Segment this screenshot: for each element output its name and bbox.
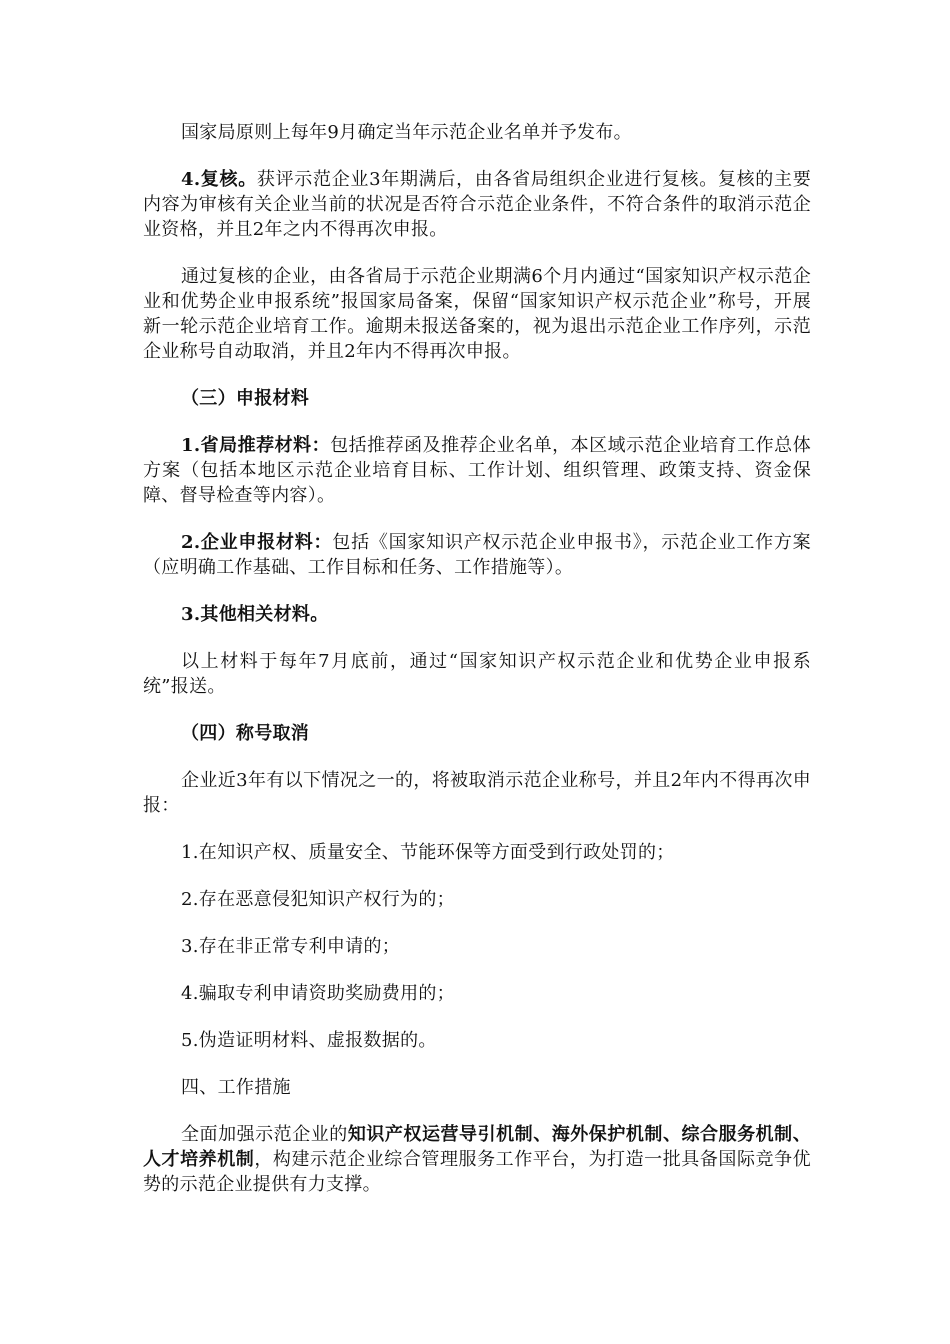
list-item (143, 840, 811, 865)
paragraph-lead: 4.复核。 (181, 169, 257, 190)
paragraph-annual-list (143, 120, 811, 145)
paragraph-text: 企业近3年有以下情况之一的，将被取消示范企业称号，并且2年内不得再次申报： (143, 770, 811, 816)
list-item-text: 4.骗取专利申请资助奖励费用的； (181, 983, 455, 1004)
paragraph-text: 以上材料于每年7月底前，通过“国家知识产权示范企业和优势企业申报系统”报送。 (143, 651, 811, 697)
paragraph-lead: 3.其他相关材料。 (181, 604, 329, 625)
paragraph-bold-mechanisms: 知识产权运营导引机制、海外保护机制、综合服务机制、人才培养机制 (143, 1124, 811, 1170)
paragraph-measures (143, 1122, 811, 1197)
list-item-text: 1.在知识产权、质量安全、节能环保等方面受到行政处罚的； (181, 842, 675, 863)
paragraph-text: 通过复核的企业，由各省局于示范企业期满6个月内通过“国家知识产权示范企业和优势企业申报系统”报国家局备案，保留“国家知识产权示范企业”称号，开展新一轮示范企业培育工作。逾期未报送备案的，视为退出示范企业工作序列，示范企业称号自动取消，并且2年内不得再次申报。 (143, 266, 811, 362)
paragraph-text: 国家局原则上每年9月确定当年示范企业名单并予发布。 (181, 122, 632, 143)
document-body (143, 120, 811, 1219)
list-item-text: 3.存在非正常专利申请的； (181, 936, 401, 957)
list-item (143, 1028, 811, 1053)
list-item (143, 934, 811, 959)
paragraph-review (143, 167, 811, 242)
paragraph-review-pass (143, 264, 811, 364)
paragraph-enterprise-materials (143, 530, 811, 580)
paragraph-revocation-intro (143, 768, 811, 818)
paragraph-other-materials (143, 602, 811, 627)
paragraph-submission (143, 649, 811, 699)
section-heading-materials (143, 386, 811, 411)
paragraph-lead: 1.省局推荐材料： (181, 435, 331, 456)
paragraph-text: 包括推荐函及推荐企业名单，本区域示范企业培育工作总体方案（包括本地区示范企业培育目标、工作计划、组织管理、政策支持、资金保障、督导检查等内容）。 (143, 435, 811, 506)
paragraph-text: 包括《国家知识产权示范企业申报书》，示范企业工作方案（应明确工作基础、工作目标和任务、工作措施等）。 (143, 532, 811, 578)
section-heading-measures (143, 1075, 811, 1100)
heading-text: （四）称号取消 (181, 723, 310, 744)
list-item-text: 2.存在恶意侵犯知识产权行为的； (181, 889, 455, 910)
paragraph-text-pre: 全面加强示范企业的 (181, 1124, 348, 1145)
paragraph-text: 获评示范企业3年期满后，由各省局组织企业进行复核。复核的主要内容为审核有关企业当前的状况是否符合示范企业条件，不符合条件的取消示范企业资格，并且2年之内不得再次申报。 (143, 169, 811, 240)
heading-text: 四、工作措施 (181, 1077, 291, 1098)
list-item (143, 981, 811, 1006)
section-heading-revocation (143, 721, 811, 746)
list-item-text: 5.伪造证明材料、虚报数据的。 (181, 1030, 437, 1051)
paragraph-text: ，构建示范企业综合管理服务工作平台，为打造一批具备国际竞争优势的示范企业提供有力支撑。 (143, 1149, 811, 1195)
list-item (143, 887, 811, 912)
paragraph-provincial-materials (143, 433, 811, 508)
heading-text: （三）申报材料 (181, 388, 310, 409)
paragraph-lead: 2.企业申报材料： (181, 532, 333, 553)
